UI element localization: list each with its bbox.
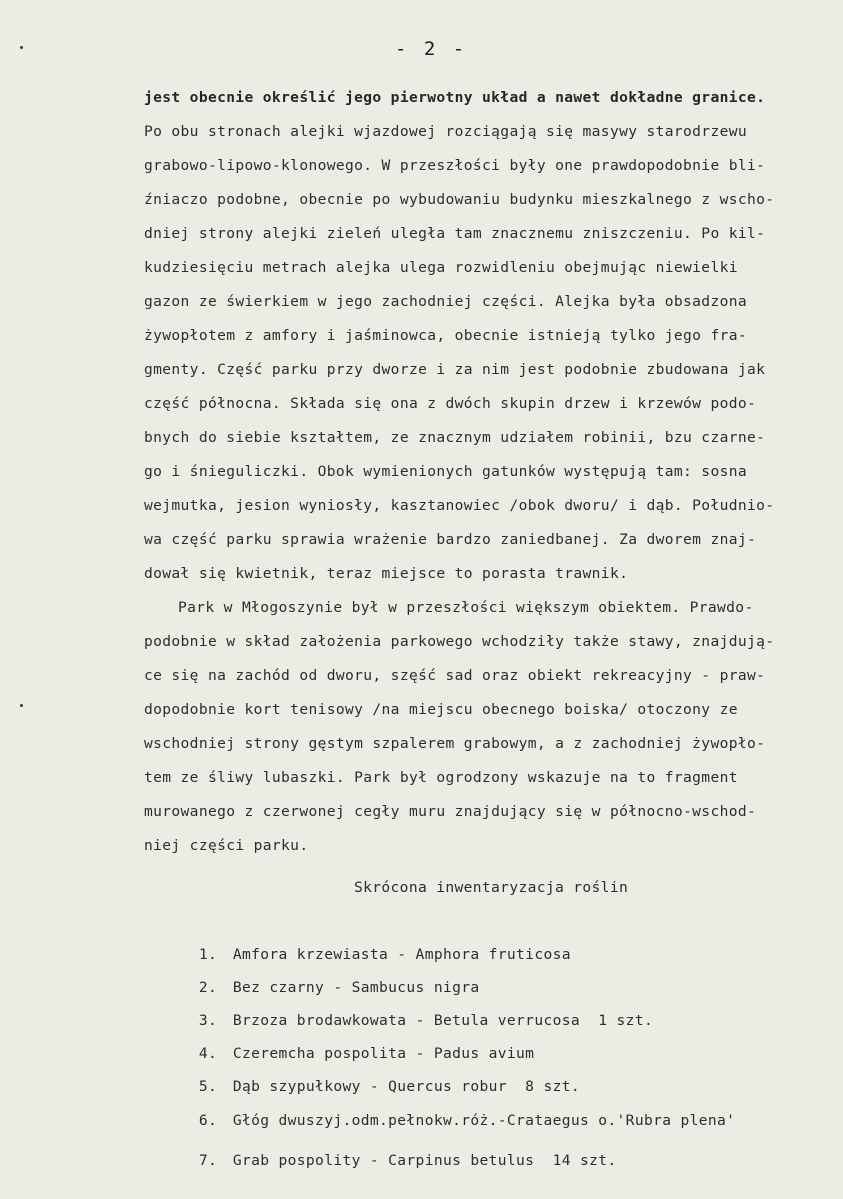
list-item-text: Amfora krzewiasta - Amphora fruticosa bbox=[232, 946, 571, 963]
list-item-text: Brzoza brodawkowata - Betula verrucosa 1 szt. bbox=[232, 1012, 654, 1029]
punch-mark-top bbox=[20, 46, 23, 49]
text-line: Po obu stronach alejki wjazdowej rozciągają się masywy starodrzewu bbox=[144, 123, 747, 140]
text-line: bnych do siebie kształtem, ze znacznym udziałem robinii, bzu czarne- bbox=[144, 429, 766, 446]
text-line: jest obecnie określić jego pierwotny układ a nawet dokładne granice. bbox=[144, 89, 766, 106]
text-line: kudziesięciu metrach alejka ulega rozwidleniu obejmując niewielki bbox=[144, 259, 738, 276]
list-item-number: 7. bbox=[198, 1152, 218, 1169]
text-line: wejmutka, jesion wyniosły, kasztanowiec /obok dworu/ i dąb. Południo- bbox=[144, 497, 775, 514]
list-item-number: 4. bbox=[198, 1045, 218, 1062]
text-line: wschodniej strony gęstym szpalerem grabowym, a z zachodniej żywopło- bbox=[144, 735, 766, 752]
text-line: niej części parku. bbox=[144, 837, 309, 854]
text-line: tem ze śliwy lubaszki. Park był ogrodzony wskazuje na to fragment bbox=[144, 769, 738, 786]
list-item-number: 6. bbox=[198, 1112, 218, 1129]
inventory-heading: Skrócona inwentaryzacja roślin bbox=[354, 879, 629, 896]
list-item bbox=[144, 1131, 617, 1191]
text-line: gmenty. Część parku przy dworze i za nim jest podobnie zbudowana jak bbox=[144, 361, 766, 378]
text-line: gazon ze świerkiem w jego zachodniej części. Alejka była obsadzona bbox=[144, 293, 747, 310]
text-line: żywopłotem z amfory i jaśminowca, obecnie istnieją tylko jego fra- bbox=[144, 327, 747, 344]
list-item-number: 3. bbox=[198, 1012, 218, 1029]
text-line: Park w Młogoszynie był w przeszłości większym obiektem. Prawdo- bbox=[178, 599, 754, 616]
text-line: podobnie w skład założenia parkowego wchodziły także stawy, znajdują- bbox=[144, 633, 775, 650]
text-line: dował się kwietnik, teraz miejsce to porasta trawnik. bbox=[144, 565, 629, 582]
list-item-text: Grab pospolity - Carpinus betulus 14 szt. bbox=[232, 1152, 617, 1169]
text-line: dniej strony alejki zieleń uległa tam znacznemu zniszczeniu. Po kil- bbox=[144, 225, 766, 242]
list-item-text: Dąb szypułkowy - Quercus robur 8 szt. bbox=[232, 1078, 581, 1095]
text-line: grabowo-lipowo-klonowego. W przeszłości były one prawdopodobnie bli- bbox=[144, 157, 766, 174]
text-line: murowanego z czerwonej cegły muru znajdujący się w północno-wschod- bbox=[144, 803, 757, 820]
text-line: ce się na zachód od dworu, szęść sad oraz obiekt rekreacyjny - praw- bbox=[144, 667, 766, 684]
text-line: źniaczo podobne, obecnie po wybudowaniu budynku mieszkalnego z wscho- bbox=[144, 191, 775, 208]
list-item-text: Czeremcha pospolita - Padus avium bbox=[232, 1045, 535, 1062]
text-line: dopodobnie kort tenisowy /na miejscu obecnego boiska/ otoczony ze bbox=[144, 701, 738, 718]
punch-mark-middle bbox=[20, 704, 23, 707]
text-line: go i śnieguliczki. Obok wymienionych gatunków występują tam: sosna bbox=[144, 463, 747, 480]
text-line: wa część parku sprawia wrażenie bardzo zaniedbanej. Za dworem znaj- bbox=[144, 531, 757, 548]
list-item-number: 2. bbox=[198, 979, 218, 996]
list-item-text: Bez czarny - Sambucus nigra bbox=[232, 979, 480, 996]
list-item-number: 1. bbox=[198, 946, 218, 963]
text-line: część północna. Składa się ona z dwóch skupin drzew i krzewów podo- bbox=[144, 395, 757, 412]
list-item-text: Głóg dwuszyj.odm.pełnokw.róż.-Crataegus o.'Rubra plena' bbox=[232, 1112, 736, 1129]
page-number: - 2 - bbox=[395, 38, 468, 60]
list-item-number: 5. bbox=[198, 1078, 218, 1095]
